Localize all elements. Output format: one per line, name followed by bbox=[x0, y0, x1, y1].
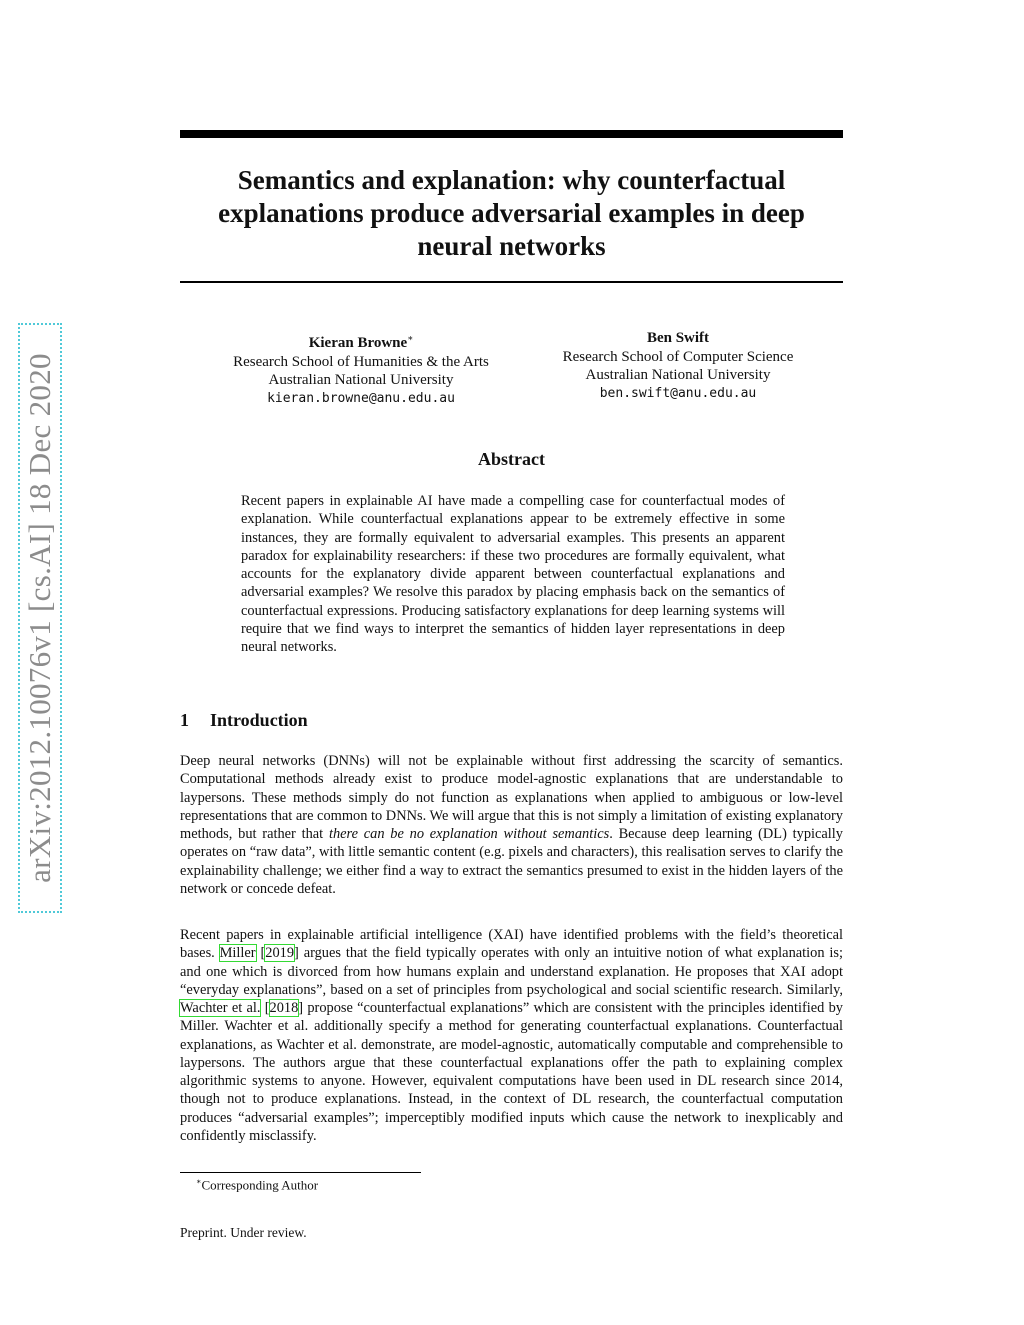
author-block-1 bbox=[191, 329, 531, 408]
abstract-text: Recent papers in explainable AI have made a compelling case for counterfactual modes of explanation. While counterfactual explanations appear to be extremely effective in some instances, they are formally equivalent to adversarial examples. This presents an apparent paradox for explainability researchers: if these two procedures are formally equivalent, what accounts for the explanatory divide apparent between counterfactual explanations and adversarial examples? We resolve this paradox by placing emphasis back on the semantics of counterfactual expressions. Producing satisfactory explanations for deep learning systems will require that we find ways to interpret the semantics of hidden layer representations in deep neural networks. bbox=[241, 493, 785, 656]
preprint-note: Preprint. Under review. bbox=[180, 1225, 307, 1240]
paper-title: Semantics and explanation: why counterfactual explanations produce adversarial examples in deep neural networks bbox=[218, 165, 805, 261]
author-footnote-mark: ∗ bbox=[407, 333, 414, 343]
arxiv-identifier-stamp: arXiv:2012.10076v1 [cs.AI] 18 Dec 2020 bbox=[18, 323, 62, 913]
intro-paragraph-1-text: Deep neural networks (DNNs) will not be explainable without first addressing the scarcity of semantics. Computational methods already exist to produce model-agnostic explanations that are understandable to laypersons. These methods simply do not function as explanations when applied to ambiguous or low-level representations that are common to DNNs. We will argue that this is not simply a limitation of existing explanatory methods, but rather that bbox=[180, 753, 843, 842]
title-bottom-rule bbox=[180, 281, 843, 283]
intro-paragraph-2-text: ] propose “counterfactual explanations” which are consistent with the principles identified by Miller. Wachter et al. additionally specify a method for generating counterfactual explanations. Counterfactual explanations, as Wachter et al. demonstrate, are model-agnostic, automatically computable and comprehensible to laypersons. The authors argue that these counterfactual explanations offer the path to explaining complex algorithmic systems to anyone. However, equivalent computations have been used in DL research since 2014, though not to produce explanations. Instead, in the context of DL research, the counterfactual computation produces “adversarial examples”; imperceptibly modified inputs which cause the network to inexplicably and confidently misclassify. bbox=[180, 1000, 843, 1144]
title-top-rule bbox=[180, 130, 843, 138]
footnote bbox=[196, 1177, 318, 1193]
author-email-2[interactable]: ben.swift@anu.edu.au bbox=[599, 385, 757, 401]
section-number: 1 bbox=[180, 710, 189, 730]
intro-paragraph-1 bbox=[180, 752, 843, 898]
author-email-1[interactable]: kieran.browne@anu.edu.au bbox=[267, 390, 455, 406]
section-heading-introduction bbox=[180, 710, 308, 731]
citation-link-miller-year[interactable]: 2019 bbox=[265, 945, 295, 962]
intro-paragraph-2 bbox=[180, 926, 843, 1145]
footnote-mark: ∗ bbox=[196, 1177, 202, 1186]
citation-link-wachter[interactable]: Wachter et al. bbox=[180, 1000, 261, 1016]
intro-paragraph-2-text: Recent papers in explainable artificial intelligence (XAI) have identified problems with the field’s theoretical bases. bbox=[180, 927, 843, 962]
section-title: Introduction bbox=[210, 710, 308, 730]
intro-paragraph-2-text: ] argues that the field typically operates with only an intuitive notion of what explanation is; and one which is divorced from how humans explain and understand explanation. He proposes that XAI adopt “everyday explanations”, based on a set of principles from psychological and social scientific research. Similarly, bbox=[180, 945, 843, 998]
bracket-open: [ bbox=[255, 945, 266, 962]
bracket-open: [ bbox=[260, 1000, 270, 1016]
citation-link-miller[interactable]: Miller bbox=[219, 945, 256, 962]
author-institution-1: Australian National University bbox=[268, 372, 454, 388]
author-block-2 bbox=[508, 329, 848, 403]
author-name-1: Kieran Browne bbox=[308, 335, 408, 351]
abstract-heading: Abstract bbox=[478, 449, 545, 469]
author-name-2: Ben Swift bbox=[646, 330, 710, 346]
citation-link-wachter-year[interactable]: 2018 bbox=[269, 1000, 299, 1016]
footnote-rule bbox=[180, 1172, 421, 1173]
author-affiliation-2: Research School of Computer Science bbox=[562, 348, 794, 365]
intro-paragraph-1-text-end: . Because deep learning (DL) typically operates on “raw data”, with little semantic content (e.g. pixels and characters), this realisation serves to clarify the explainability challenge; we either find a way to extract the semantics presumed to exist in the hidden layers of the network or concede defeat. bbox=[180, 826, 844, 897]
author-affiliation-1: Research School of Humanities & the Arts bbox=[233, 353, 489, 370]
author-institution-2: Australian National University bbox=[585, 367, 771, 383]
footnote-text: Corresponding Author bbox=[201, 1177, 319, 1193]
intro-emphasis: there can be no explanation without semantics bbox=[328, 826, 610, 842]
